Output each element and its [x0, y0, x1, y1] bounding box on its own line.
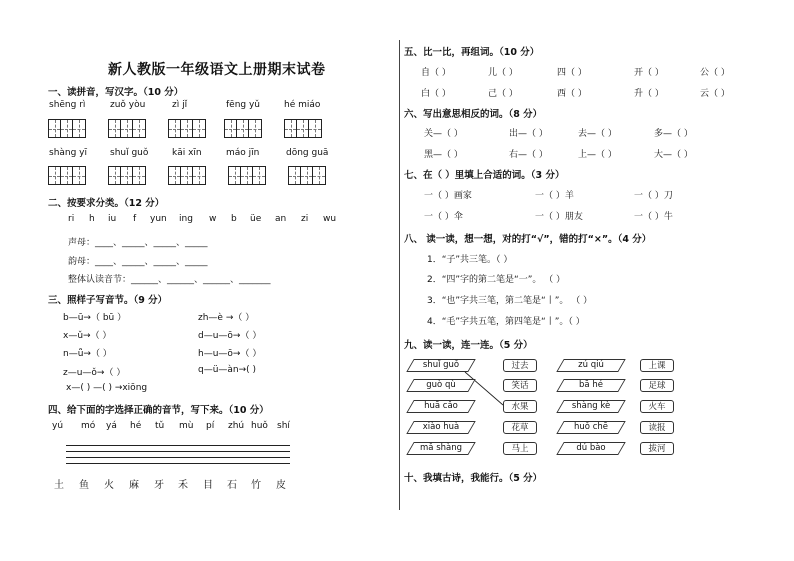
syllable-item[interactable]: q—ü—àn→( ) [198, 365, 257, 375]
antonym-item[interactable]: 多—（ ） [654, 129, 693, 139]
letter: yun [150, 214, 167, 224]
pinyin-label: zì jǐ [172, 100, 188, 110]
pinyin-option: yá [106, 421, 117, 431]
page-title: 新人教版一年级语文上册期末试卷 [108, 62, 326, 78]
letter: üe [250, 214, 262, 224]
syllable-item[interactable]: zh—è →（ ） [198, 313, 255, 323]
compare-item[interactable]: 升（ ） [634, 89, 664, 99]
pinyin-card[interactable]: guò qù [410, 379, 472, 392]
character: 皮 [276, 480, 286, 491]
compare-item[interactable]: 儿（ ） [488, 68, 518, 78]
word-card[interactable]: 水果 [503, 400, 537, 413]
character: 目 [203, 480, 213, 491]
pinyin-label: shēng rì [49, 100, 86, 110]
syllable-item[interactable]: z—u—ǒ→（ ） [63, 368, 126, 378]
antonym-item[interactable]: 关—（ ） [424, 129, 463, 139]
syllable-item[interactable]: n—ǚ→（ ） [63, 349, 112, 359]
letter: b [231, 214, 237, 224]
yunmu-line[interactable]: 韵母：____、_____、_____、_____ [68, 257, 208, 267]
compare-item[interactable]: 西（ ） [557, 89, 587, 99]
pinyin-label: kāi xīn [172, 148, 202, 158]
section-5-heading: 五、比一比，再组词。（10 分） [404, 47, 540, 58]
character: 竹 [251, 480, 261, 491]
measure-word-item[interactable]: 一（ ）朋友 [535, 212, 583, 222]
compare-item[interactable]: 公（ ） [700, 68, 730, 78]
section-7-heading: 七、在（ ）里填上合适的词。（3 分） [404, 170, 565, 181]
measure-word-item[interactable]: 一（ ）画家 [424, 191, 472, 201]
syllable-item[interactable]: x—( ) —( ) →xiōng [66, 383, 148, 393]
pinyin-card[interactable]: bā hé [560, 379, 622, 392]
letter: an [275, 214, 287, 224]
true-false-item[interactable]: 1．“子”共三笔。（ ） [427, 255, 513, 265]
compare-item[interactable]: 四（ ） [557, 68, 587, 78]
word-card[interactable]: 火车 [640, 400, 674, 413]
letter: w [209, 214, 217, 224]
antonym-item[interactable]: 黑—（ ） [424, 150, 463, 160]
compare-item[interactable]: 白（ ） [421, 89, 451, 99]
word-card[interactable]: 过去 [503, 359, 537, 372]
pinyin-label: shàng yī [49, 148, 88, 158]
word-card[interactable]: 笑话 [503, 379, 537, 392]
measure-word-item[interactable]: 一（ ）牛 [634, 212, 673, 222]
pinyin-label: máo jīn [226, 148, 260, 158]
pinyin-card[interactable]: huā cǎo [410, 400, 472, 413]
measure-word-item[interactable]: 一（ ）伞 [424, 212, 463, 222]
word-card[interactable]: 花草 [503, 421, 537, 434]
shengmu-line[interactable]: 声母：____、_____、_____、_____ [68, 238, 208, 248]
pinyin-option: mù [179, 421, 194, 431]
true-false-item[interactable]: 2．“四”字的第二笔是“一”。 （ ） [427, 275, 566, 285]
letter: zi [301, 214, 309, 224]
letter: ri [68, 214, 75, 224]
character: 土 [54, 480, 64, 491]
letter: f [133, 214, 137, 224]
word-card[interactable]: 足球 [640, 379, 674, 392]
pinyin-option: tǔ [155, 421, 165, 431]
pinyin-option: shí [277, 421, 290, 431]
character: 禾 [178, 480, 188, 491]
pinyin-label: hé miáo [284, 100, 321, 110]
pinyin-option: mó [81, 421, 96, 431]
pinyin-card[interactable]: huǒ chē [560, 421, 622, 434]
word-card[interactable]: 拔河 [640, 442, 674, 455]
syllable-item[interactable]: h—u—ō→（ ） [198, 349, 262, 359]
section-2-heading: 二、按要求分类。（12 分） [48, 198, 165, 209]
section-6-heading: 六、写出意思相反的词。（8 分） [404, 109, 543, 120]
antonym-item[interactable]: 去—（ ） [578, 129, 617, 139]
letter: iu [108, 214, 117, 224]
word-card[interactable]: 读报 [640, 421, 674, 434]
pinyin-card[interactable]: mǎ shàng [410, 442, 472, 455]
section-10-heading: 十、我填古诗，我能行。（5 分） [404, 473, 543, 484]
pinyin-label: zuǒ yòu [110, 100, 146, 110]
measure-word-item[interactable]: 一（ ）羊 [535, 191, 574, 201]
measure-word-item[interactable]: 一（ ）刀 [634, 191, 673, 201]
antonym-item[interactable]: 出—（ ） [509, 129, 548, 139]
word-card[interactable]: 马上 [503, 442, 537, 455]
true-false-item[interactable]: 3．“也”字共三笔，第二笔是“丨”。 （ ） [427, 296, 593, 306]
section-4-heading: 四、给下面的字选择正确的音节，写下来。（10 分） [48, 405, 269, 416]
character: 火 [104, 480, 114, 491]
letter: h [89, 214, 95, 224]
syllable-item[interactable]: x—ǔ→（ ） [63, 331, 112, 341]
character: 鱼 [79, 480, 89, 491]
section-1-heading: 一、读拼音，写汉字。（10 分） [48, 87, 184, 98]
compare-item[interactable]: 己（ ） [488, 89, 518, 99]
compare-item[interactable]: 自（ ） [421, 68, 451, 78]
character: 麻 [129, 480, 139, 491]
pinyin-card[interactable]: shàng kè [560, 400, 622, 413]
pinyin-option: huǒ [251, 421, 268, 431]
compare-item[interactable]: 开（ ） [634, 68, 664, 78]
pinyin-label: dōng guā [286, 148, 329, 158]
pinyin-label: shuǐ guǒ [110, 148, 149, 158]
pinyin-option: zhú [228, 421, 245, 431]
compare-item[interactable]: 云（ ） [700, 89, 730, 99]
syllable-item[interactable]: d—u—ō→（ ） [198, 331, 262, 341]
section-8-heading: 八、 读一读，想一想，对的打“√”，错的打“×”。（4 分） [404, 234, 652, 245]
pinyin-card[interactable]: zú qiú [560, 359, 622, 372]
pinyin-option: pí [206, 421, 215, 431]
section-9-heading: 九、读一读，连一连。（5 分） [404, 340, 533, 351]
word-card[interactable]: 上课 [640, 359, 674, 372]
antonym-item[interactable]: 大—（ ） [654, 150, 693, 160]
pinyin-option: yú [52, 421, 64, 431]
section-3-heading: 三、照样子写音节。（9 分） [48, 295, 168, 306]
syllable-item: b—ū→（ bū ） [63, 313, 127, 323]
true-false-item[interactable]: 4．“毛”字共五笔，第四笔是“丨”。（ ） [427, 317, 585, 327]
zhengti-line[interactable]: 整体认读音节：______、______、______、_______ [68, 275, 271, 285]
antonym-item[interactable]: 右—（ ） [509, 150, 548, 160]
character: 牙 [154, 480, 164, 491]
pinyin-card[interactable]: shuǐ guǒ [410, 359, 472, 372]
pinyin-card[interactable]: xiào huà [410, 421, 472, 434]
letter: wu [323, 214, 337, 224]
letter: ing [179, 214, 193, 224]
pinyin-option: hé [130, 421, 142, 431]
character: 石 [227, 480, 237, 491]
pinyin-card[interactable]: dú bào [560, 442, 622, 455]
pinyin-label: fēng yǔ [226, 100, 261, 110]
antonym-item[interactable]: 上—（ ） [578, 150, 617, 160]
